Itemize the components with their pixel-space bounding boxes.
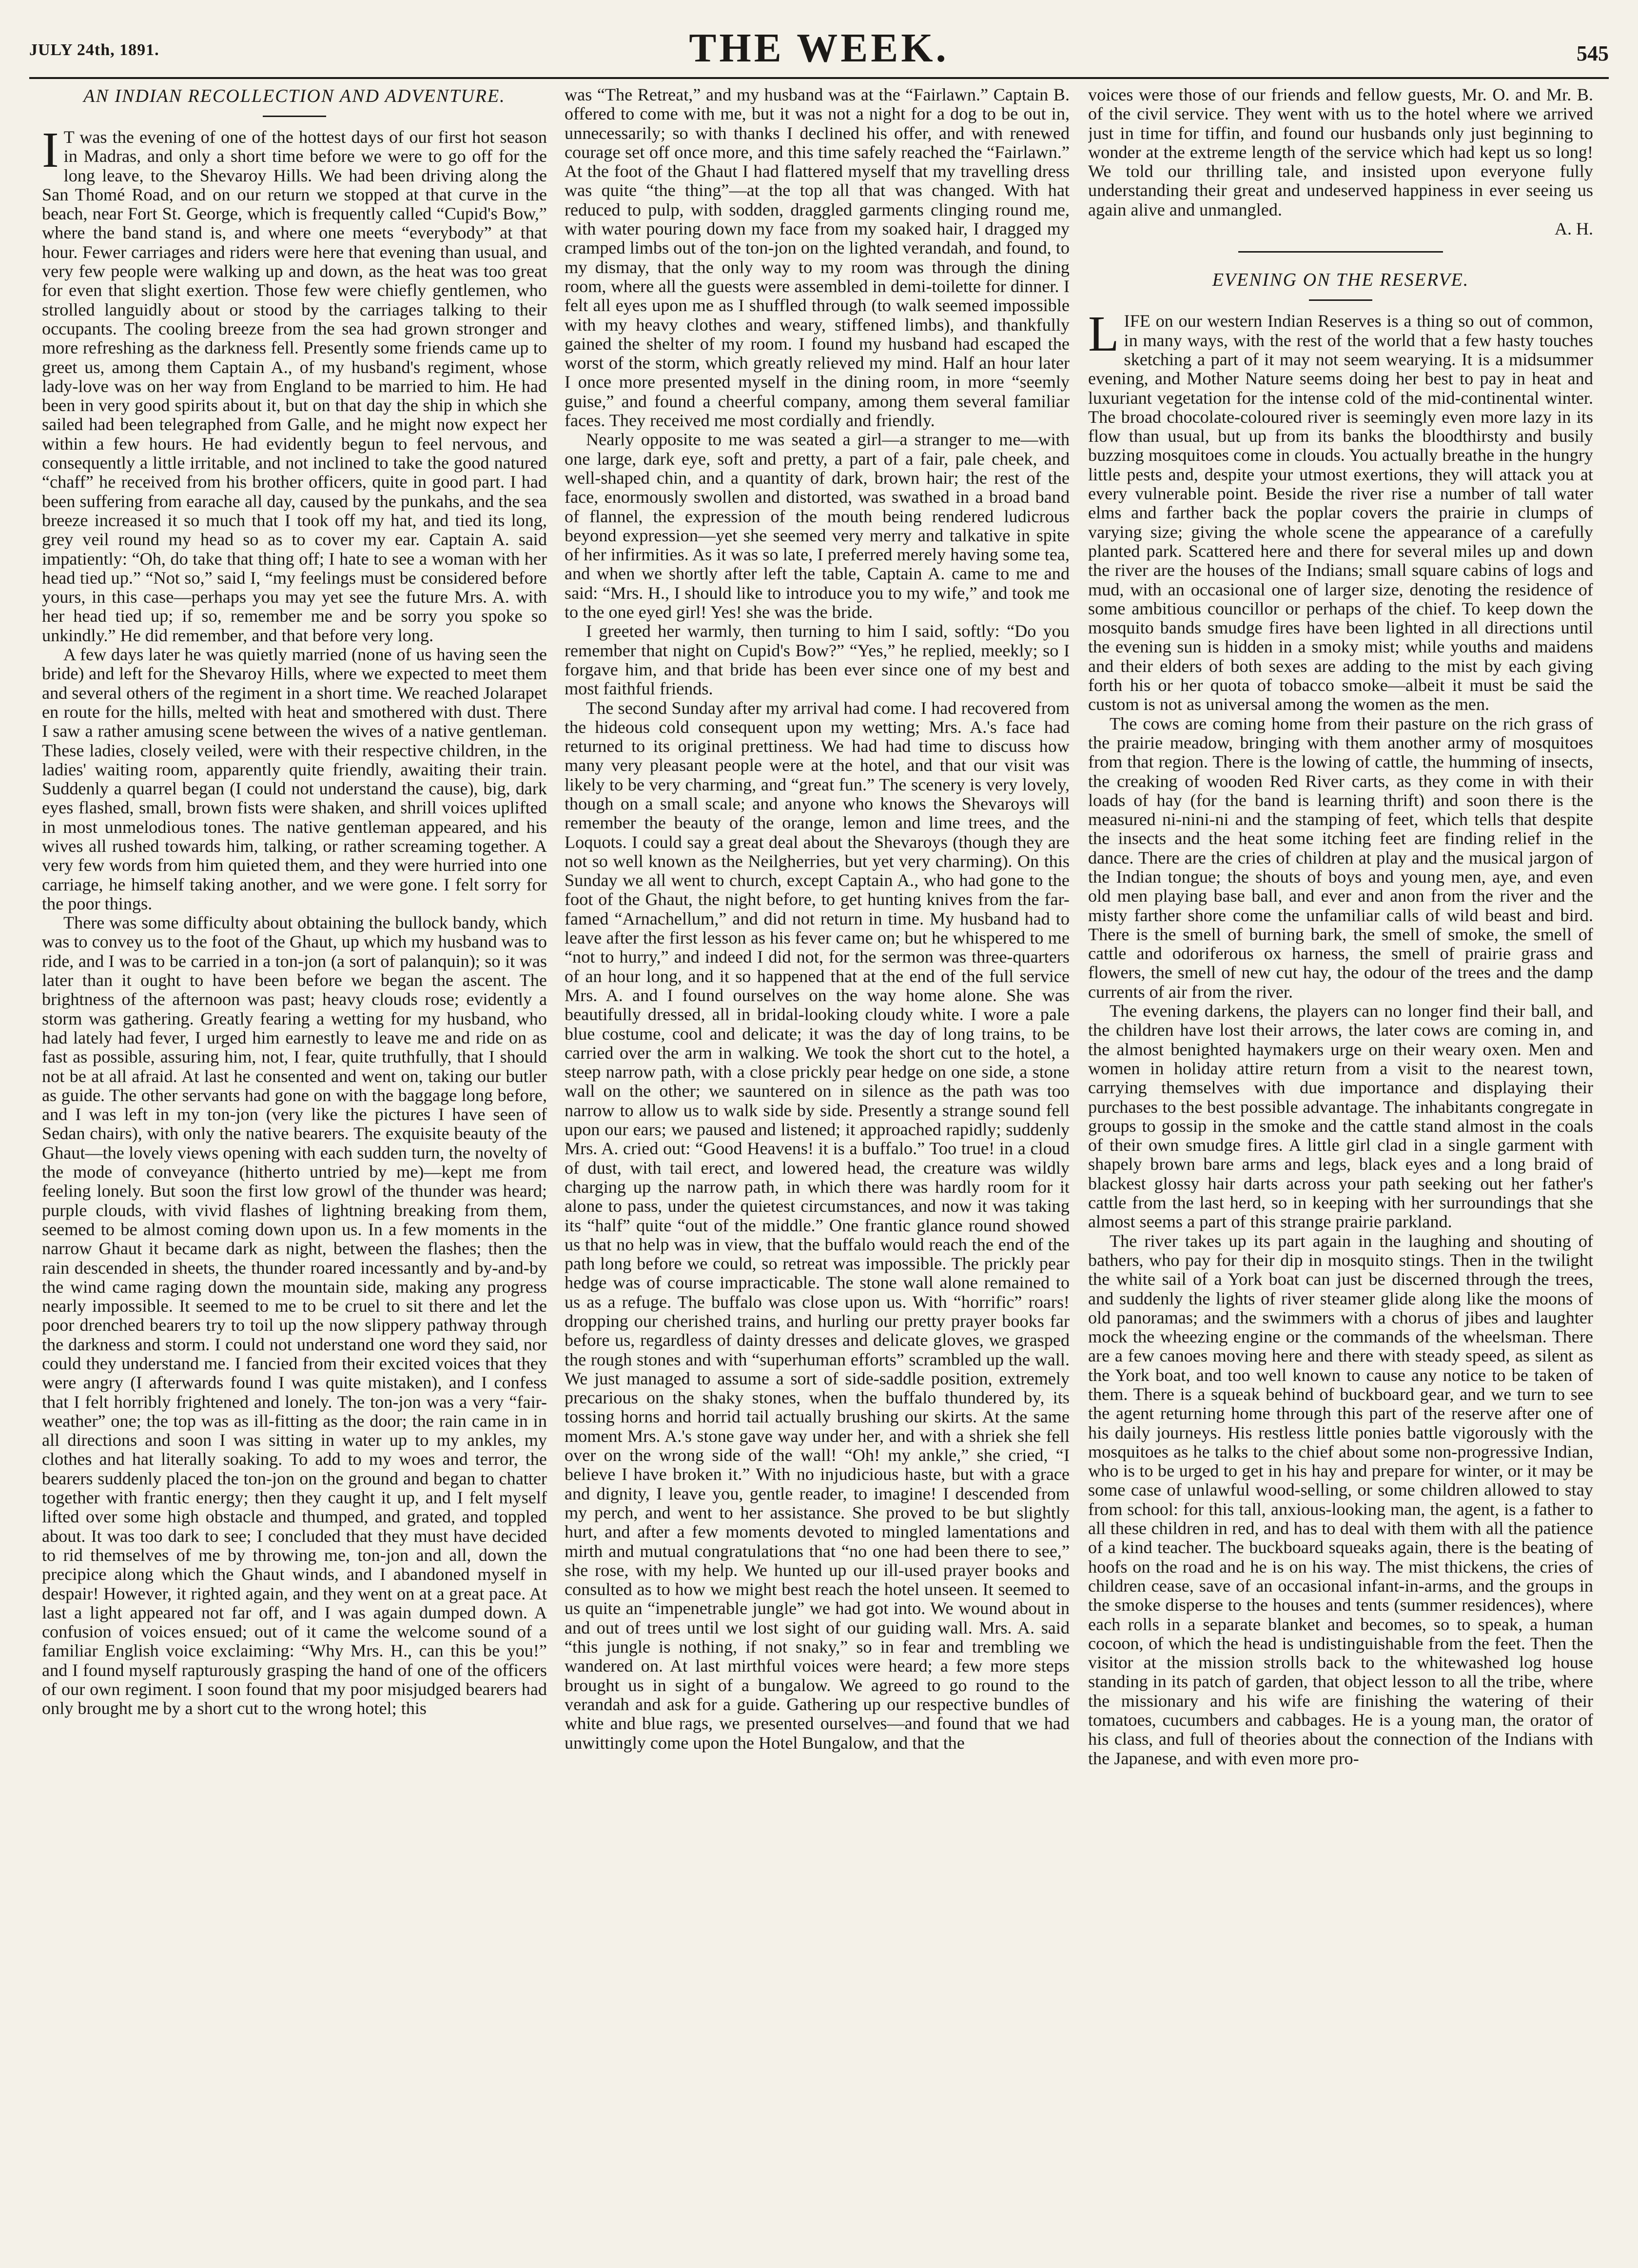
article-1-paragraph-5: Nearly opposite to me was seated a girl—a stranger to me—with one large, dark eye, soft and pretty, a part of a fair, pale cheek, and well-shaped chin, and a quantity of dark, brown hair; the rest of the face, enormously swollen and distorted, was swathed in a broad band of flannel, the expression of the mouth being rendered ludicrous beyond expression—yet she seemed very merry and talkative in spite of her infirmities. As it was so late, I preferred merely having some tea, and when we shortly after left the table, Captain A. came to me and said: “Mrs. H., I should like to introduce you to my wife,” and took me to the one eyed girl! Yes! she was the bride. <box>565 430 1070 622</box>
article-2-paragraph-4: The river takes up its part again in the laughing and shouting of bathers, who pay for their dip in mosquito stings. Then in the twilight the white sail of a York boat can just be discerned through the trees, and suddenly the lights of river steamer glide along like the moons of old panoramas; and the swimmers with a chorus of jibes and laughter mock the wheezing engine or the commands of the wheelsman. There are a few canoes moving here and there with steady speed, as silent as the York boat, and too well known to cause any notice to be taken of them. There is a squeak behind of buckboard gear, and we turn to see the agent returning home through this part of the reserve after one of his daily journeys. His restless little ponies battle vigorously with the mosquitoes as he talks to the chief about some non-progressive Indian, who is to be urged to get in his hay and prepare for winter, or it may be some case of unlawful wood-selling, or some children allowed to stay from school: for this tall, anxious-looking man, the agent, is a father to all these children in red, and has to deal with them with all the patience of a kind teacher. The buckboard squeaks again, there is the beating of hoofs on the road and he is on his way. The mist thickens, the cries of children cease, save of an occasional infant-in-arms, and the groups in the smoke disperse to the houses and tents (summer residences), where each rolls in a separate blanket and becomes, so to speak, a human cocoon, of which the head is undistinguishable from the feet. Then the visitor at the mission strolls back to the whitewashed log house standing in its patch of garden, that object lesson to all the tribe, where the missionary and his wife are finishing the watering of their tomatoes, cucumbers and cabbages. He is a young man, the orator of his class, and full of theories about the connection of the Indians with the Japanese, and with even more pro- <box>1088 1231 1593 1768</box>
article-2-title-rule <box>1309 299 1372 301</box>
article-2-paragraph-1-text: IFE on our western Indian Reserves is a thing so out of common, in many ways, with the rest of the world that a few hasty touches sketching a part of it may not seem wearying. It is a midsummer evening, and Mother Nature seems doing her best to pay in heat and luxuriant vegetation for the intense cold of the mid-continental winter. The broad chocolate-coloured river is seemingly even more lazy in its flow than usual, but up from its banks the bloodthirsty and busily buzzing mosquitoes come in clouds. You actually breathe in the hungry little pests and, despite your utmost exertions, they will attack you at every vulnerable point. Beside the river rise a number of tall water elms and farther back the poplar covers the prairie in clumps of varying size; giving the whole scene the appearance of a carefully planted park. Scattered here and there for several miles up and down the river are the houses of the Indians; small square cabins of logs and mud, with an occasional one of larger size, denoting the residence of some ambitious councillor or perhaps of the chief. To keep down the mosquito bands smudge fires have been lighted in all directions until the evening sun is hidden in a smoky mist; while youths and maidens and their elders of both sexes are adding to the mist by each giving forth his or her quota of tobacco smoke—albeit it must be said the custom is not as universal among the women as the men. <box>1088 311 1593 714</box>
article-1-paragraph-6: I greeted her warmly, then turning to him I said, softly: “Do you remember that night on Cupid's Bow?” “Yes,” he replied, meekly; so I forgave him, and that bride has been ever since one of my best and most faithful friends. <box>565 621 1070 699</box>
article-2-dropcap: L <box>1088 306 1119 362</box>
column-1 <box>42 85 547 2231</box>
article-1-paragraph-1 <box>42 122 547 645</box>
column-2 <box>565 85 1070 2231</box>
article-2-paragraph-3: The evening darkens, the players can no longer find their ball, and the children have lost their arrows, the later cows are coming in, and the almost benighted haymakers urge on their weary oxen. Men and women in holiday attire return from a visit to the nearest town, carrying themselves with due importance and displaying their purchases to the best possible advantage. The inhabitants congregate in groups to gossip in the smoke and the cattle stand almost in the coals of their own smudge fires. A little girl clad in a single garment with shapely brown bare arms and legs, black eyes and a long braid of blackest glossy hair darts across your path seeking out her father's cattle from the last herd, so in keeping with her surroundings that she almost seems a part of this strange prairie parkland. <box>1088 1001 1593 1232</box>
article-2-paragraph-1 <box>1088 306 1593 714</box>
article-1-paragraph-2: A few days later he was quietly married (none of us having seen the bride) and left for the Shevaroy Hills, where we expected to meet them and several others of the regiment in a short time. We reached Jolarapet en route for the hills, melted with heat and smothered with dust. There I saw a rather amusing scene between the wives of a native gentleman. These ladies, closely veiled, were with their respective children, in the ladies' waiting room, apparently quite friendly, awaiting their train. Suddenly a quarrel began (I could not understand the cause), big, dark eyes flashed, small, brown fists were shaken, and shrill voices uplifted in most unmelodious tones. The native gentleman appeared, and his wives all rushed towards him, talking, or rather screaming together. A very few words from him quieted them, and they were hurried into one carriage, he himself taking another, and we were gone. I felt sorry for the poor things. <box>42 645 547 913</box>
article-1-signature: A. H. <box>1555 219 1593 239</box>
column-3 <box>1088 85 1593 2231</box>
masthead <box>29 20 1609 73</box>
article-1-paragraph-7: The second Sunday after my arrival had come. I had recovered from the hideous cold consequent upon my wetting; Mrs. A.'s face had returned to its original prettiness. We had had time to discuss how many very pleasant people were at the hotel, and that our visit was likely to be very charming, and “great fun.” The scenery is very lovely, though on a small scale; and anyone who knows the Shevaroys will remember the beauty of the orange, lemon and lime trees, and the Loquots. I could say a great deal about the Shevaroys (though they are not so well known as the Neilgherries, but yet very charming). On this Sunday we all went to church, except Captain A., who had gone to the foot of the Ghaut, the night before, to get hunting knives from the far-famed “Arnachellum,” and did not return in time. My husband had to leave after the first lesson as his fever came on; but he whispered to me “not to hurry,” and indeed I did not, for the sermon was three-quarters of an hour long, and it so happened that at the end of the full service Mrs. A. and I found ourselves on the way home alone. She was beautifully dressed, all in bridal-looking cloudy white. I wore a pale blue costume, cool and delicate; it was the day of long trains, to be carried over the arm in walking. We took the short cut to the hotel, a steep narrow path, with a close prickly pear hedge on one side, a stone wall on the other; we sauntered on in silence as the path was too narrow to allow us to walk side by side. Presently a strange sound fell upon our ears; we paused and listened; it approached rapidly; suddenly Mrs. A. cried out: “Good Heavens! it is a buffalo.” Too true! in a cloud of dust, with tail erect, and lowered head, the creature was wildly charging up the narrow path, in which there was hardly room for it alone to pass, under the quietest circumstances, and now it was taking its “half” quite “out of the middle.” One frantic glance round showed us that no help was in view, that the buffalo would reach the end of the path long before we could, so retreat was impossible. The prickly pear hedge was of course impracticable. The stone wall alone remained to us as a refuge. The buffalo was close upon us. With “horrific” roars! dropping our cherished trains, and hurling our pretty prayer books far before us, regardless of dainty dresses and delicate gloves, we grasped the rough stones and with “superhuman efforts” scrambled up the wall. We just managed to assume a sort of side-saddle position, extremely precarious on the shaky stones, when the buffalo thundered by, its tossing horns and horrid tail actually brushing our skirts. At the same moment Mrs. A.'s stone gave way under her, and with a shriek she fell over on the wrong side of the wall! “Oh! my ankle,” she cried, “I believe I have broken it.” With no injudicious haste, but with a grace and dignity, I leave you, gentle reader, to imagine! I descended from my perch, and went to her assistance. She proved to be but slightly hurt, and after a few moments devoted to mingled lamentations and mirth and mutual congratulations that “no one had been there to see,” she rose, with my help. We hunted up our ill-used prayer books and consulted as to how we might best reach the hotel unseen. It seemed to us quite an “impenetrable jungle” we had got into. We wound about in and out of trees until we lost sight of our guiding wall. Mrs. A. said “this jungle is nothing, if not snaky,” so in fear and trembling we wandered on. At last mirthful voices were heard; a few more steps brought us in sight of a bungalow. We agreed to go round to the verandah and ask for a guide. Gathering up our respective bundles of white and blue rags, we presented ourselves—and found that we had unwittingly come upon the Hotel Bungalow, and that the <box>565 698 1070 1753</box>
article-1-paragraph-1-text: T was the evening of one of the hottest days of our first hot season in Madras, and only a short time before we were to go off for the long leave, to the Shevaroy Hills. We had been driving along the San Thomé Road, and on our return we stopped at that curve in the beach, near Fort St. George, which is frequently called “Cupid's Bow,” where the band stand is, and where one meets “everybody” at that hour. Fewer carriages and riders were here that evening than usual, and very few people were walking up and down, as the heat was too great for even that slight exertion. Those few were chiefly gentlemen, who strolled languidly about or stood by the carriages talking to their occupants. The cooling breeze from the sea had grown stronger and more refreshing as the darkness fell. Presently some friends came up to greet us, among them Captain A., of my husband's regiment, whose lady-love was on her way from England to be married to him. He had been in very good spirits about it, but on that day the ship in which she sailed had been telegraphed from Galle, and he might now expect her within a few hours. He had evidently begun to feel nervous, and consequently a little irritable, and not inclined to take the good natured “chaff” he received from his brother officers, quite in good part. I had been suffering from earache all day, caused by the punkahs, and the sea breeze increased it so much that I took off my hat, and tied its long, grey veil round my head so as to cover my ear. Captain A. said impatiently: “Oh, do take that thing off; I hate to see a woman with her head tied up.” “Not so,” said I, “my feelings must be considered before yours, in this case—perhaps you may yet see the future Mrs. A. with her head tied up; if so, remember me and be sorry you spoke so unkindly.” He did remember, and that before very long. <box>42 127 547 645</box>
article-1-paragraph-3: There was some difficulty about obtaining the bullock bandy, which was to convey us to the foot of the Ghaut, up which my husband was to ride, and I was to be carried in a ton-jon (a sort of palanquin); so it was later than it ought to have been before we began the ascent. The brightness of the afternoon was past; heavy clouds rose; evidently a storm was gathering. Greatly fearing a wetting for my husband, who had lately had fever, I urged him earnestly to leave me and ride on as fast as possible, assuring him, not, I fear, quite truthfully, that I should not be at all afraid. At last he consented and went on, taking our butler as guide. The other servants had gone on with the baggage long before, and I was left in my ton-jon (very like the pictures I have seen of Sedan chairs), with only the native bearers. The exquisite beauty of the Ghaut—the lovely views opening with each sudden turn, the novelty of the mode of conveyance (hitherto untried by me)—kept me from feeling lonely. But soon the first low growl of the thunder was heard; purple clouds, with vivid flashes of lightning breaking from them, seemed to be almost coming down upon us. In a few moments in the narrow Ghaut it became dark as night, between the flashes; then the rain descended in sheets, the thunder roared incessantly and by-and-by the wind came raging down the mountain side, making any progress nearly impossible. It seemed to me to be cruel to sit there and let the poor drenched bearers try to toil up the now slippery pathway through the darkness and storm. I could not understand one word they said, nor could they understand me. I fancied from their excited voices that they were angry (I afterwards found I was quite mistaken), and I confess that I felt horribly frightened and lonely. The ton-jon was a very “fair-weather” one; the top was as ill-fitting as the door; the rain came in in all directions and soon I was sitting in water up to my ankles, my clothes and hat literally soaking. To add to my woes and terror, the bearers suddenly placed the ton-jon on the ground and began to chatter together with frantic energy; then they caught it up, and I felt myself lifted over some high obstacle and thumped, and grated, and toppled about. It was too dark to see; I concluded that they must have decided to rid themselves of me by throwing me, ton-jon and all, down the precipice along which the Ghaut winds, and I abandoned myself in despair! However, it righted again, and they went on at a great pace. At last a light appeared not far off, and I was again dumped down. A confusion of voices ensued; out of it came the welcome sound of a familiar English voice exclaiming: “Why Mrs. H., can this be you!” and I found myself rapturously grasping the hand of one of the officers of our own regiment. I soon found that my poor misjudged bearers had only brought me by a short cut to the wrong hotel; this <box>42 913 547 1718</box>
article-2-title: EVENING ON THE RESERVE. <box>1212 270 1469 291</box>
page-number: 545 <box>1577 41 1609 65</box>
article-2-paragraph-2: The cows are coming home from their pasture on the rich grass of the prairie meadow, bringing with them another army of mosquitoes from that region. There is the lowing of cattle, the humming of insects, the creaking of wooden Red River carts, as they come in with their loads of hay (for the band is learning thrift) and soon there is the measured ni-nini-ni and the stamping of feet, which tells that despite the insects and the heat some itching feet are finding relief in the dance. There are the cries of children at play and the musical jargon of the Indian tongue; the shouts of boys and young men, aye, and even old men playing base ball, and ever and anon from the river and the misty farther shore come the unfamiliar calls of wild beast and bird. There is the smell of burning bark, the smell of smoke, the smell of cattle and odoriferous ox harness, the smell of prairie grass and flowers, the smell of new cut hay, the odour of the trees and the damp currents of air from the river. <box>1088 713 1593 1002</box>
article-1-title-rule <box>263 116 326 117</box>
newspaper-title: THE WEEK. <box>689 25 949 71</box>
article-1-paragraph-4: was “The Retreat,” and my husband was at the “Fairlawn.” Captain B. offered to come with me, but it was not a night for a dog to be out in, unnecessarily; so with thanks I declined his offer, and with renewed courage set off once more, and this time safely reached the “Fairlawn.” At the foot of the Ghaut I had flattered myself that my travelling dress was quite “the thing”—at the top all that was changed. With hat reduced to pulp, with sodden, draggled garments clinging round me, with water pouring down my face from my soaked hair, I dragged my cramped limbs out of the ton-jon on the lighted verandah, and found, to my dismay, that the only way to my room was through the dining room, where all the guests were assembled in demi-toilette for dinner. I felt all eyes upon me as I shuffled through (to walk seemed impossible with my heavy clothes and weary, stiffened limbs), and thankfully gained the shelter of my room. I found my husband had escaped the worst of the storm, which greatly relieved my mind. Half an hour later I once more presented myself in the dining room, in more “seemly guise,” and found a cheerful company, among them several familiar faces. They received me most cordially and friendly. <box>565 85 1070 431</box>
masthead-rule <box>29 77 1609 79</box>
article-divider <box>1238 251 1443 253</box>
article-1-dropcap: I <box>42 122 59 178</box>
issue-date: JULY 24th, 1891. <box>29 41 159 59</box>
article-1-title: AN INDIAN RECOLLECTION AND ADVENTURE. <box>83 86 506 106</box>
article-1-paragraph-8: voices were those of our friends and fellow guests, Mr. O. and Mr. B. of the civil service. They went with us to the hotel where we arrived just in time for tiffin, and found our husbands only just beginning to wonder at the extreme length of the service which had kept us so long! We told our thrilling tale, and insisted upon everyone fully understanding their great and undeserved happiness in ever seeing us again alive and unmangled. <box>1088 85 1593 219</box>
